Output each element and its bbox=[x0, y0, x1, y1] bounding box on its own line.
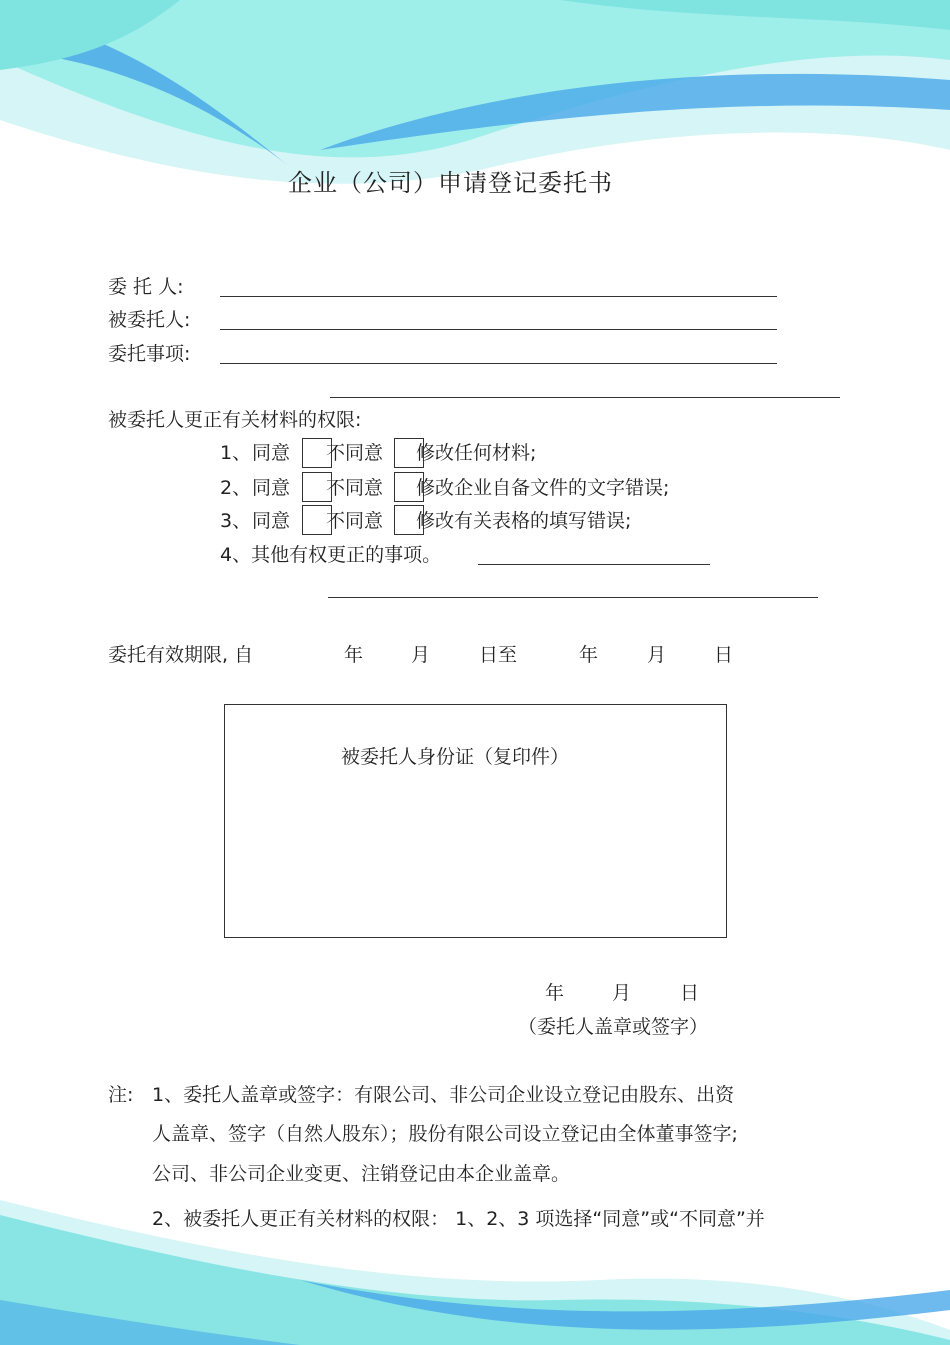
notes-line-4: 2、被委托人更正有关材料的权限： 1、2、3 项选择“同意”或“不同意”并 bbox=[152, 1208, 765, 1230]
validity-start-year: 年 bbox=[344, 644, 364, 666]
option-2-disagree-label: 不同意 bbox=[326, 477, 384, 499]
notes-line-3: 公司、非公司企业变更、注销登记由本企业盖章。 bbox=[152, 1163, 571, 1185]
field-label-agent: 被委托人: bbox=[108, 309, 191, 331]
id-card-copy-box bbox=[224, 704, 727, 938]
validity-end-year: 年 bbox=[579, 644, 599, 666]
option-3-action: 修改有关表格的填写错误; bbox=[416, 510, 632, 532]
notes-prefix: 注: bbox=[108, 1084, 134, 1106]
field-line-agent[interactable] bbox=[220, 329, 777, 330]
option-2-agree-label: 同意 bbox=[252, 477, 291, 499]
validity-start-month: 月 bbox=[411, 644, 431, 666]
option-3-agree-label: 同意 bbox=[252, 510, 291, 532]
other-matters-line[interactable] bbox=[478, 564, 710, 565]
sign-note: （委托人盖章或签字） bbox=[518, 1016, 709, 1038]
field-line-client[interactable] bbox=[220, 296, 777, 297]
option-1-agree-label: 同意 bbox=[252, 442, 291, 464]
validity-end-month: 月 bbox=[647, 644, 667, 666]
sign-date-year: 年 bbox=[545, 982, 565, 1004]
field-label-matters: 委托事项: bbox=[108, 343, 191, 365]
document-title: 企业（公司）申请登记委托书 bbox=[288, 169, 613, 197]
field-line-matters[interactable] bbox=[220, 363, 777, 364]
option-2-number: 2、 bbox=[220, 477, 252, 499]
option-1-disagree-label: 不同意 bbox=[326, 442, 384, 464]
id-card-copy-label: 被委托人身份证（复印件） bbox=[341, 746, 570, 768]
option-1-action: 修改任何材料; bbox=[416, 442, 537, 464]
notes-line-1: 1、委托人盖章或签字：有限公司、非公司企业设立登记由股东、出资 bbox=[152, 1084, 735, 1106]
option-2-action: 修改企业自备文件的文字错误; bbox=[416, 477, 670, 499]
validity-end-day: 日 bbox=[714, 644, 734, 666]
option-1-number: 1、 bbox=[220, 442, 252, 464]
other-matters-line-continued[interactable] bbox=[328, 597, 818, 598]
field-label-client: 委 托 人: bbox=[108, 276, 184, 298]
notes-line-2: 人盖章、签字（自然人股东）；股份有限公司设立登记由全体董事签字; bbox=[152, 1123, 738, 1145]
validity-label: 委托有效期限, 自 bbox=[108, 644, 254, 666]
sign-date-day: 日 bbox=[680, 982, 700, 1004]
validity-start-day-to: 日至 bbox=[479, 644, 518, 666]
option-3-disagree-label: 不同意 bbox=[326, 510, 384, 532]
option-4-other-matters: 4、其他有权更正的事项。 bbox=[220, 544, 442, 566]
rights-heading: 被委托人更正有关材料的权限: bbox=[108, 409, 362, 431]
sign-date-month: 月 bbox=[612, 982, 632, 1004]
option-3-number: 3、 bbox=[220, 510, 252, 532]
field-line-matters-continued[interactable] bbox=[330, 397, 840, 398]
